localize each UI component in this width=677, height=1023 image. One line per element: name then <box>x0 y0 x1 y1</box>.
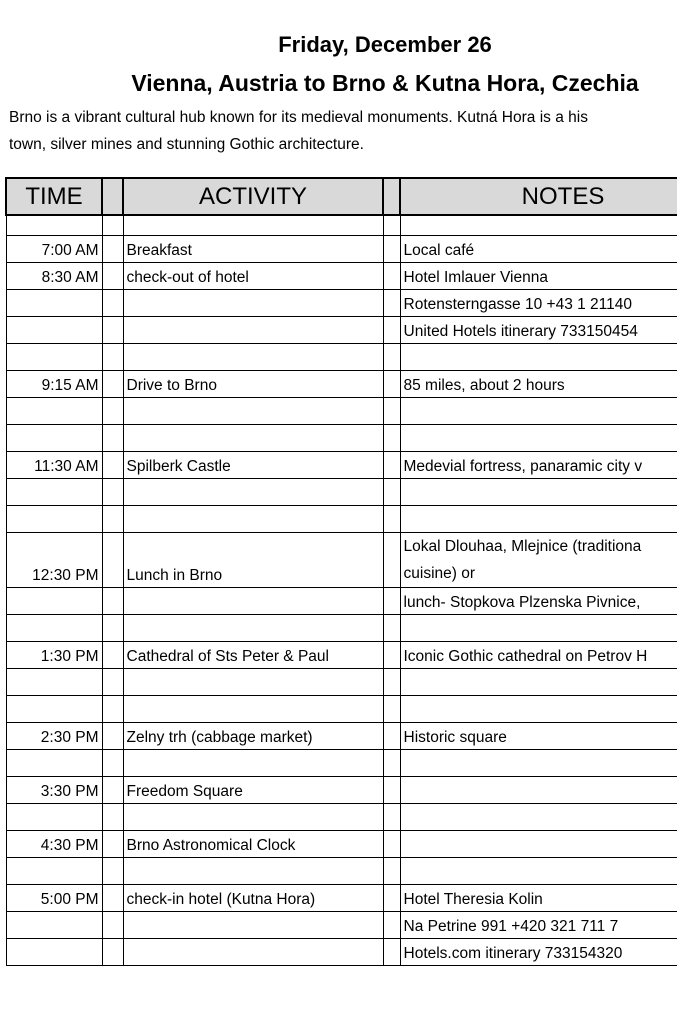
cell-spacer <box>383 316 400 343</box>
intro-line-2: town, silver mines and stunning Gothic architecture. <box>9 136 364 153</box>
cell-notes: Historic square <box>400 722 677 749</box>
cell-time <box>6 289 102 316</box>
cell-spacer <box>383 451 400 478</box>
cell-activity <box>123 803 383 830</box>
page-title-date: Friday, December 26 <box>278 32 492 57</box>
table-row <box>6 289 677 316</box>
cell-spacer <box>383 289 400 316</box>
cell-notes-line-2: cuisine) or <box>403 564 475 582</box>
table-row <box>6 668 677 695</box>
cell-spacer <box>383 262 400 289</box>
cell-notes <box>400 215 677 235</box>
cell-time: 8:30 AM <box>6 262 102 289</box>
cell-activity <box>123 857 383 884</box>
cell-spacer <box>102 397 123 424</box>
cell-activity <box>123 316 383 343</box>
table-row <box>6 587 677 614</box>
cell-spacer <box>383 614 400 641</box>
cell-spacer <box>102 668 123 695</box>
cell-notes: Hotel Theresia Kolin <box>400 884 677 911</box>
table-row <box>6 505 677 532</box>
table-row <box>6 722 677 749</box>
cell-activity: Breakfast <box>123 235 383 262</box>
cell-time <box>6 938 102 965</box>
cell-time: 11:30 AM <box>6 451 102 478</box>
table-row <box>6 424 677 451</box>
table-row <box>6 451 677 478</box>
table-row <box>6 695 677 722</box>
cell-activity: Lunch in Brno <box>123 532 383 587</box>
cell-notes: Hotels.com itinerary 733154320 <box>400 938 677 965</box>
table-row <box>6 857 677 884</box>
cell-spacer <box>383 587 400 614</box>
cell-notes: 85 miles, about 2 hours <box>400 370 677 397</box>
cell-activity <box>123 505 383 532</box>
cell-spacer <box>383 776 400 803</box>
cell-activity <box>123 397 383 424</box>
cell-notes: United Hotels itinerary 733150454 <box>400 316 677 343</box>
table-row <box>6 316 677 343</box>
table-row <box>6 803 677 830</box>
cell-activity <box>123 695 383 722</box>
cell-time <box>6 215 102 235</box>
cell-spacer <box>102 911 123 938</box>
cell-notes <box>400 803 677 830</box>
cell-notes <box>400 857 677 884</box>
cell-spacer <box>102 451 123 478</box>
cell-spacer <box>102 505 123 532</box>
cell-notes <box>400 695 677 722</box>
cell-spacer <box>102 830 123 857</box>
cell-notes <box>400 668 677 695</box>
cell-activity: Freedom Square <box>123 776 383 803</box>
cell-notes <box>400 614 677 641</box>
cell-spacer <box>383 938 400 965</box>
cell-notes: Rotensterngasse 10 +43 1 21140 <box>400 289 677 316</box>
table-row <box>6 343 677 370</box>
cell-activity <box>123 668 383 695</box>
table-row <box>6 749 677 776</box>
cell-spacer <box>383 911 400 938</box>
cell-time: 2:30 PM <box>6 722 102 749</box>
cell-notes: lunch- Stopkova Plzenska Pivnice, <box>400 587 677 614</box>
cell-spacer <box>383 884 400 911</box>
cell-time <box>6 911 102 938</box>
cell-notes <box>400 424 677 451</box>
cell-notes: Local café <box>400 235 677 262</box>
cell-time <box>6 343 102 370</box>
intro-paragraph <box>9 104 677 158</box>
cell-spacer <box>383 668 400 695</box>
cell-activity <box>123 424 383 451</box>
cell-notes: Na Petrine 991 +420 321 711 7 <box>400 911 677 938</box>
cell-spacer <box>102 215 123 235</box>
cell-time <box>6 857 102 884</box>
cell-notes: Medevial fortress, panaramic city v <box>400 451 677 478</box>
cell-spacer <box>102 289 123 316</box>
table-row <box>6 262 677 289</box>
cell-spacer <box>102 235 123 262</box>
cell-spacer <box>383 343 400 370</box>
cell-activity <box>123 215 383 235</box>
cell-spacer <box>383 370 400 397</box>
cell-activity: Drive to Brno <box>123 370 383 397</box>
cell-spacer <box>383 397 400 424</box>
cell-activity <box>123 614 383 641</box>
table-row <box>6 532 677 587</box>
cell-activity <box>123 749 383 776</box>
cell-spacer <box>102 695 123 722</box>
cell-spacer <box>383 857 400 884</box>
cell-notes: Hotel Imlauer Vienna <box>400 262 677 289</box>
cell-time <box>6 424 102 451</box>
cell-time <box>6 397 102 424</box>
cell-time: 7:00 AM <box>6 235 102 262</box>
page-title-route: Vienna, Austria to Brno & Kutna Hora, Czechia <box>131 70 639 96</box>
cell-activity: Spilberk Castle <box>123 451 383 478</box>
cell-spacer <box>383 803 400 830</box>
cell-time <box>6 749 102 776</box>
cell-time: 5:00 PM <box>6 884 102 911</box>
cell-spacer <box>383 424 400 451</box>
cell-time <box>6 478 102 505</box>
cell-spacer <box>383 749 400 776</box>
cell-activity: check-out of hotel <box>123 262 383 289</box>
cell-time <box>6 695 102 722</box>
table-row <box>6 370 677 397</box>
schedule-table <box>5 177 677 966</box>
table-row <box>6 215 677 235</box>
cell-activity: Cathedral of Sts Peter & Paul <box>123 641 383 668</box>
cell-spacer <box>102 262 123 289</box>
cell-time <box>6 505 102 532</box>
cell-spacer <box>102 803 123 830</box>
cell-spacer <box>383 830 400 857</box>
cell-activity <box>123 478 383 505</box>
header-spacer-2 <box>383 178 400 215</box>
cell-notes <box>400 830 677 857</box>
cell-notes-line-1: Lokal Dlouhaa, Mlejnice (traditiona <box>403 537 642 555</box>
cell-spacer <box>102 776 123 803</box>
cell-activity <box>123 343 383 370</box>
header-time: TIME <box>6 178 102 215</box>
cell-notes <box>400 505 677 532</box>
cell-spacer <box>383 532 400 587</box>
cell-spacer <box>102 857 123 884</box>
cell-spacer <box>383 641 400 668</box>
cell-spacer <box>102 614 123 641</box>
cell-spacer <box>383 215 400 235</box>
cell-spacer <box>102 343 123 370</box>
table-header-row <box>6 178 677 215</box>
cell-time: 4:30 PM <box>6 830 102 857</box>
table-row <box>6 776 677 803</box>
table-row <box>6 641 677 668</box>
cell-notes <box>400 776 677 803</box>
cell-time <box>6 316 102 343</box>
table-row <box>6 478 677 505</box>
cell-spacer <box>102 370 123 397</box>
cell-spacer <box>383 695 400 722</box>
cell-time <box>6 587 102 614</box>
table-row <box>6 235 677 262</box>
cell-spacer <box>102 587 123 614</box>
schedule-body <box>6 215 677 965</box>
cell-spacer <box>102 722 123 749</box>
header-spacer-1 <box>102 178 123 215</box>
cell-notes <box>400 532 677 587</box>
table-row <box>6 884 677 911</box>
cell-activity: check-in hotel (Kutna Hora) <box>123 884 383 911</box>
cell-spacer <box>383 235 400 262</box>
cell-spacer <box>102 641 123 668</box>
cell-activity: Zelny trh (cabbage market) <box>123 722 383 749</box>
cell-activity <box>123 938 383 965</box>
table-row <box>6 397 677 424</box>
cell-spacer <box>102 749 123 776</box>
cell-time: 1:30 PM <box>6 641 102 668</box>
cell-spacer <box>102 938 123 965</box>
cell-notes <box>400 749 677 776</box>
cell-spacer <box>383 722 400 749</box>
cell-spacer <box>383 505 400 532</box>
cell-spacer <box>102 424 123 451</box>
table-row <box>6 614 677 641</box>
cell-activity <box>123 911 383 938</box>
cell-notes <box>400 397 677 424</box>
intro-line-1: Brno is a vibrant cultural hub known for its medieval monuments. Kutná Hora is a his <box>9 109 588 126</box>
cell-spacer <box>102 478 123 505</box>
cell-time <box>6 614 102 641</box>
cell-notes: Iconic Gothic cathedral on Petrov H <box>400 641 677 668</box>
cell-spacer <box>102 316 123 343</box>
cell-spacer <box>102 884 123 911</box>
cell-spacer <box>102 532 123 587</box>
cell-time: 12:30 PM <box>6 532 102 587</box>
header-notes: NOTES <box>400 178 677 215</box>
cell-spacer <box>383 478 400 505</box>
table-row <box>6 938 677 965</box>
cell-activity: Brno Astronomical Clock <box>123 830 383 857</box>
cell-activity <box>123 587 383 614</box>
cell-activity <box>123 289 383 316</box>
cell-time: 3:30 PM <box>6 776 102 803</box>
cell-time: 9:15 AM <box>6 370 102 397</box>
cell-time <box>6 668 102 695</box>
cell-notes <box>400 478 677 505</box>
header-activity: ACTIVITY <box>123 178 383 215</box>
cell-notes <box>400 343 677 370</box>
table-row <box>6 911 677 938</box>
cell-time <box>6 803 102 830</box>
table-row <box>6 830 677 857</box>
